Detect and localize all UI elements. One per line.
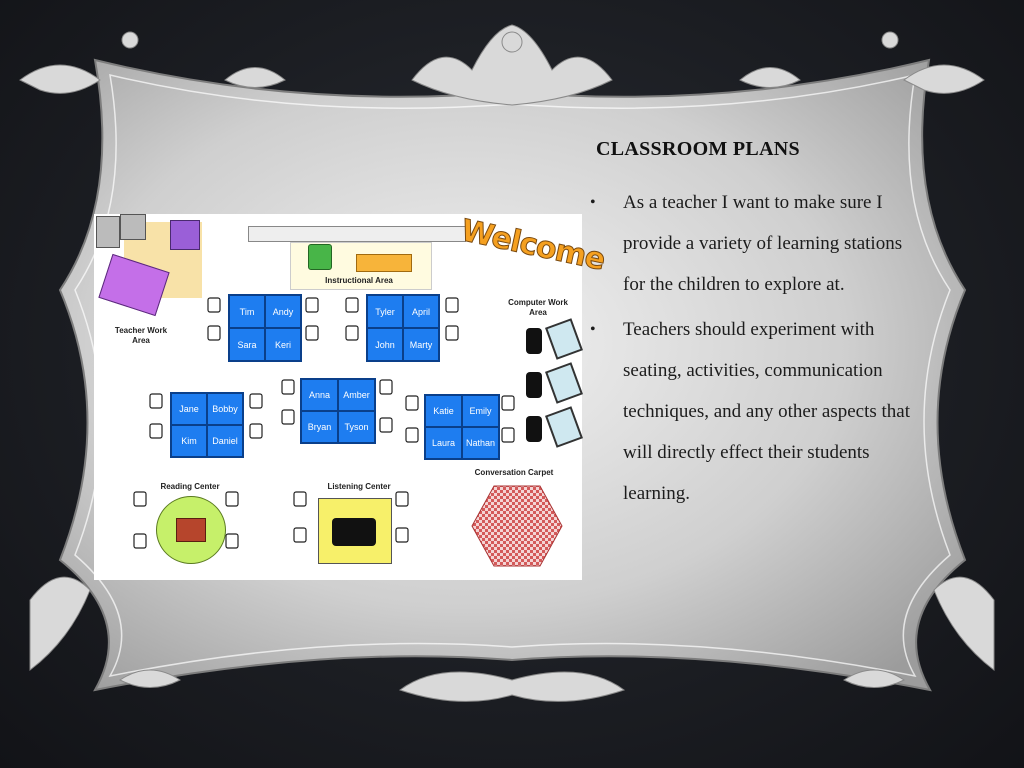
conversation-carpet [470, 484, 564, 568]
student-seat: Jane [171, 393, 207, 425]
bullet-text: Teachers should experiment with seating, activities, communication techniques, and any other aspects that will directly effect their students learning. [623, 319, 911, 504]
bullet-list [590, 182, 920, 518]
student-seat: Bobby [207, 393, 243, 425]
student-seat: Tyson [338, 411, 375, 443]
radio-icon [332, 518, 376, 546]
student-seat: Bryan [301, 411, 338, 443]
student-seat: Keri [265, 328, 301, 361]
instructional-area-label: Instructional Area [325, 276, 393, 285]
student-seat: Kim [171, 425, 207, 457]
student-seat: Emily [462, 395, 499, 427]
classroom-plan-image [94, 213, 608, 580]
student-seat: John [367, 328, 403, 361]
reading-center-label: Reading Center [160, 482, 220, 491]
student-seat: Laura [425, 427, 462, 459]
student-seat: Anna [301, 379, 338, 411]
student-seat: April [403, 295, 439, 328]
books-icon [176, 518, 206, 542]
student-seat: Andy [265, 295, 301, 328]
conversation-carpet-label: Conversation Carpet [474, 468, 554, 477]
bullet-icon: • [590, 321, 596, 338]
slide-title: CLASSROOM PLANS [596, 138, 800, 160]
student-seat: Tyler [367, 295, 403, 328]
bullet-text: As a teacher I want to make sure I provide a variety of learning stations for the children to explore at. [623, 192, 903, 295]
bullet-item [590, 309, 920, 514]
student-seat: Nathan [462, 427, 499, 459]
student-seat: Amber [338, 379, 375, 411]
student-seat: Daniel [207, 425, 243, 457]
student-seat: Tim [229, 295, 265, 328]
bullet-icon: • [590, 194, 596, 211]
computer-work-area-label: Computer Work Area [508, 298, 568, 317]
teacher-work-area-label: Teacher Work Area [114, 326, 168, 345]
bullet-item [590, 182, 920, 305]
student-seat: Marty [403, 328, 439, 361]
welcome-sign: Welcome [457, 213, 608, 278]
student-seat: Katie [425, 395, 462, 427]
student-seat: Sara [229, 328, 265, 361]
listening-center-label: Listening Center [327, 482, 391, 491]
